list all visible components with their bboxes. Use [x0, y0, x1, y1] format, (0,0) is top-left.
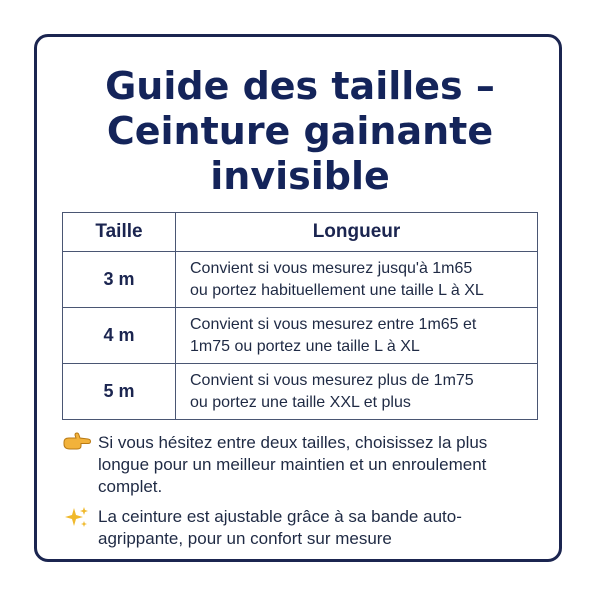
info-note	[62, 506, 542, 550]
title-line-2: Ceinture gainante	[106, 109, 494, 153]
row-description-line: Convient si vous mesurez jusqu'à 1m65	[190, 259, 473, 277]
tip-note	[62, 432, 542, 498]
row-description-line: ou portez habituellement une taille L à XL	[190, 281, 484, 299]
row-size: 5 m	[63, 364, 176, 420]
row-description	[176, 252, 538, 308]
sparkles-icon	[62, 506, 98, 534]
row-description	[176, 308, 538, 364]
table-row	[63, 308, 538, 364]
pointing-hand-icon-graphic	[62, 432, 92, 454]
sparkles-icon-graphic	[62, 506, 90, 530]
row-size: 3 m	[63, 252, 176, 308]
title-line-3: invisible	[210, 154, 390, 198]
header-longueur: Longueur	[176, 213, 538, 252]
title-line-1: Guide des tailles –	[105, 64, 495, 108]
row-description-line: ou portez une taille XXL et plus	[190, 393, 411, 411]
row-description-line: Convient si vous mesurez plus de 1m75	[190, 371, 474, 389]
row-description-line: Convient si vous mesurez entre 1m65 et	[190, 315, 477, 333]
row-size: 4 m	[63, 308, 176, 364]
page-title	[0, 64, 600, 199]
pointing-hand-icon	[62, 432, 98, 458]
row-description	[176, 364, 538, 420]
tip-text: Si vous hésitez entre deux tailles, choisissez la plus longue pour un meilleur maintien et un enroulement complet.	[98, 433, 488, 496]
header-taille: Taille	[63, 213, 176, 252]
row-description-line: 1m75 ou portez une taille L à XL	[190, 337, 420, 355]
table-header-row	[63, 213, 538, 252]
table-row	[63, 364, 538, 420]
info-text: La ceinture est ajustable grâce à sa bande auto-agrippante, pour un confort sur mesure	[98, 507, 462, 548]
table-row	[63, 252, 538, 308]
size-table	[62, 212, 538, 420]
